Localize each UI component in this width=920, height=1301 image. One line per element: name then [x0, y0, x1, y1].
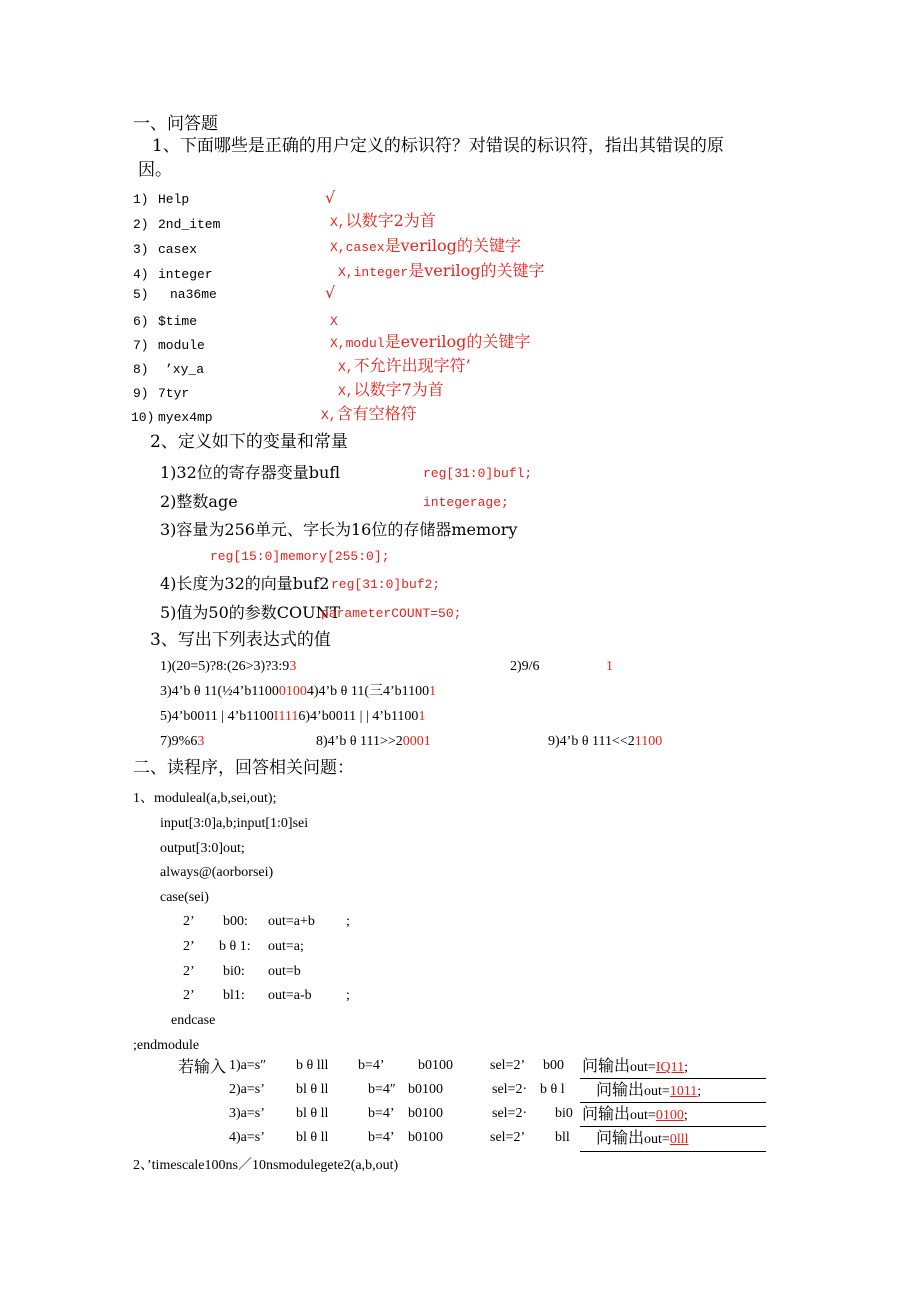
- q3-expr-2-answer: 1: [606, 659, 613, 674]
- q3-expr-7: 7)9%63: [160, 734, 205, 749]
- q1-item-3-answer: X,casex是verilog的关键字: [330, 236, 521, 255]
- q3-expr-3-answer: 0100: [278, 684, 307, 699]
- q2-item-4-question: 4)长度为32的向量buf2: [160, 574, 330, 593]
- input-2-b: bl θ ll: [296, 1082, 329, 1097]
- case-4-b: bl1:: [223, 988, 245, 1003]
- q1-item-1-code: Help: [158, 192, 190, 207]
- answer-line-3: [580, 1126, 766, 1127]
- output-4: 问输出out=0lll: [596, 1128, 689, 1147]
- q2-item-1-question: 1)32位的寄存器变量bufl: [160, 463, 341, 482]
- input-1-d: b0100: [418, 1058, 453, 1073]
- input-1-e: sel=2’: [490, 1058, 526, 1073]
- input-3-d: b0100: [408, 1106, 443, 1121]
- output-3-value: 0100: [655, 1108, 684, 1123]
- q1-item-8-answer: X,不允许出现字符’: [338, 356, 471, 375]
- input-1-a: 1)a=s″: [229, 1058, 267, 1073]
- case-4-d: ;: [346, 988, 350, 1003]
- q1-item-2-answer: X,以数字2为首: [330, 211, 436, 230]
- input-3-c: b=4’: [368, 1106, 395, 1121]
- output-3: 问输出out=0100;: [582, 1104, 688, 1123]
- output-4-value: 0lll: [669, 1132, 689, 1147]
- input-2-c: b=4″: [368, 1082, 396, 1097]
- section-1-title: 一、问答题: [133, 114, 218, 134]
- input-1-b: b θ lll: [296, 1058, 329, 1073]
- q1-item-4-answer: X,integer是verilog的关键字: [338, 261, 545, 280]
- q1-text-line1: 1、下面哪些是正确的用户定义的标识符？对错误的标识符，指出其错误的原: [152, 136, 724, 156]
- input-4-c: b=4’: [368, 1130, 395, 1145]
- program-1-line-0: 1、moduleal(a,b,sei,out);: [133, 791, 277, 806]
- case-4-c: out=a-b: [268, 988, 312, 1003]
- q3-expr-1-answer: 3: [289, 659, 297, 674]
- program-1-line-4: case(sei): [160, 890, 209, 905]
- q1-item-6-id: 6): [133, 314, 149, 329]
- case-2-a: 2’: [183, 939, 195, 954]
- program-1-endmodule: ;endmodule: [133, 1038, 200, 1053]
- answer-line-1: [580, 1078, 766, 1079]
- input-4-d: b0100: [408, 1130, 443, 1145]
- q2-item-3-answer: reg[15:0]memory[255:0];: [210, 549, 390, 564]
- input-3-e: sel=2·: [492, 1106, 528, 1121]
- q1-item-5-answer: √: [325, 283, 336, 302]
- input-4-b: bl θ ll: [296, 1130, 329, 1145]
- program-1-line-1: input[3:0]a,b;input[1:0]sei: [160, 816, 309, 831]
- q2-item-3-question: 3)容量为256单元、字长为16位的存储器memory: [160, 520, 518, 539]
- input-2-d: b0100: [408, 1082, 443, 1097]
- input-4-a: 4)a=s’: [229, 1130, 265, 1145]
- program-1-endcase: endcase: [171, 1013, 216, 1028]
- q3-expr-8: 8)4’b θ 111>>20001: [316, 734, 431, 749]
- q1-item-10-id: 10): [131, 410, 155, 425]
- q3-expr-4-answer: 1: [429, 684, 437, 699]
- case-2-b: b θ 1:: [219, 939, 251, 954]
- output-1-value: IQ11: [655, 1060, 685, 1075]
- q3-expr-9: 9)4’b θ 111<<21100: [548, 734, 663, 749]
- q1-item-3-code: casex: [158, 242, 198, 257]
- q2-item-2-answer: integerage;: [423, 495, 509, 510]
- q1-item-8-code: ’xy_a: [165, 362, 205, 377]
- q1-item-1-id: 1): [133, 192, 149, 207]
- input-1-c: b=4’: [358, 1058, 385, 1073]
- q2-item-5-question: 5)值为50的参数COUNT: [160, 603, 341, 622]
- q1-item-10-answer: X,含有空格符: [321, 404, 417, 423]
- q1-item-10-code: myex4mp: [158, 410, 213, 425]
- q1-item-3-id: 3): [133, 242, 149, 257]
- q3-expr-6-answer: 1: [418, 709, 426, 724]
- input-2-e: sel=2·: [492, 1082, 528, 1097]
- q3-expr-5-6: 5)4’b0011 | 4’b1100I1116)4’b0011 | | 4’b11001: [160, 709, 426, 724]
- q1-item-1-answer: √: [325, 188, 336, 207]
- output-2: 问输出out=1011;: [596, 1080, 702, 1099]
- input-3-a: 3)a=s’: [229, 1106, 265, 1121]
- q1-text-line2: 因。: [138, 160, 172, 180]
- case-2-c: out=a;: [268, 939, 304, 954]
- q2-item-1-answer: reg[31:0]bufl;: [423, 466, 533, 481]
- q3-expr-1: 1)(20=5)?8:(26>3)?3:93: [160, 659, 297, 674]
- q3-expr-8-answer: 0001: [402, 734, 431, 749]
- q1-item-4-code: integer: [158, 267, 213, 282]
- q2-item-2-question: 2)整数age: [160, 492, 238, 511]
- case-1-a: 2’: [183, 914, 195, 929]
- input-1-f: b00: [543, 1058, 564, 1073]
- q1-item-9-id: 9): [133, 386, 149, 401]
- q1-item-5-id: 5): [133, 287, 149, 302]
- input-2-a: 2)a=s’: [229, 1082, 265, 1097]
- q1-item-2-code: 2nd_item: [158, 217, 221, 232]
- output-1: 问输出out=IQ11;: [582, 1056, 688, 1075]
- q1-item-6-answer: X: [330, 314, 338, 329]
- q1-item-9-answer: X,以数字7为首: [338, 380, 444, 399]
- answer-line-2: [580, 1102, 766, 1103]
- inputs-prefix: 若输入: [178, 1057, 227, 1076]
- case-4-a: 2’: [183, 988, 195, 1003]
- q1-item-6-code: $time: [158, 314, 198, 329]
- q1-item-7-answer: X,modul是everilog的关键字: [330, 332, 531, 351]
- output-2-value: 1011: [669, 1084, 698, 1099]
- q1-item-4-id: 4): [133, 267, 149, 282]
- case-1-c: out=a+b: [268, 914, 315, 929]
- q1-item-7-code: module: [158, 338, 205, 353]
- q2-item-5-answer: parameterCOUNT=50;: [321, 606, 462, 621]
- case-3-c: out=b: [268, 964, 301, 979]
- program-1-line-3: always@(aorborsei): [160, 865, 274, 880]
- program-1-line-2: output[3:0]out;: [160, 841, 245, 856]
- case-3-b: bi0:: [223, 964, 245, 979]
- q2-title: 2、定义如下的变量和常量: [150, 432, 348, 452]
- case-3-a: 2’: [183, 964, 195, 979]
- case-1-d: ;: [346, 914, 350, 929]
- q1-item-9-code: 7tyr: [158, 386, 190, 401]
- q1-item-2-id: 2): [133, 217, 149, 232]
- input-4-f: bll: [555, 1130, 570, 1145]
- input-2-f: b θ l: [540, 1082, 565, 1097]
- q1-item-7-id: 7): [133, 338, 149, 353]
- q3-expr-3-4: 3)4’b θ 11(½4’b110001004)4’b θ 11(三4’b11001: [160, 684, 437, 699]
- q3-title: 3、写出下列表达式的值: [150, 630, 331, 650]
- input-3-b: bl θ ll: [296, 1106, 329, 1121]
- q3-expr-9-answer: 1100: [634, 734, 663, 749]
- q1-item-8-id: 8): [133, 362, 149, 377]
- input-4-e: sel=2’: [490, 1130, 526, 1145]
- section-2-title: 二、读程序，回答相关问题：: [133, 758, 354, 778]
- q3-expr-7-answer: 3: [197, 734, 205, 749]
- q1-item-5-code: na36me: [170, 287, 217, 302]
- answer-line-4: [580, 1151, 766, 1152]
- case-1-b: b00:: [223, 914, 248, 929]
- q3-expr-5-answer: I111: [273, 709, 299, 724]
- q2-item-4-answer: reg[31:0]buf2;: [331, 577, 441, 592]
- input-3-f: bi0: [555, 1106, 573, 1121]
- program-2-header: 2、’timescale100ns／10nsmodulegete2(a,b,out): [133, 1158, 399, 1173]
- q3-expr-2: 2)9/6: [510, 659, 540, 674]
